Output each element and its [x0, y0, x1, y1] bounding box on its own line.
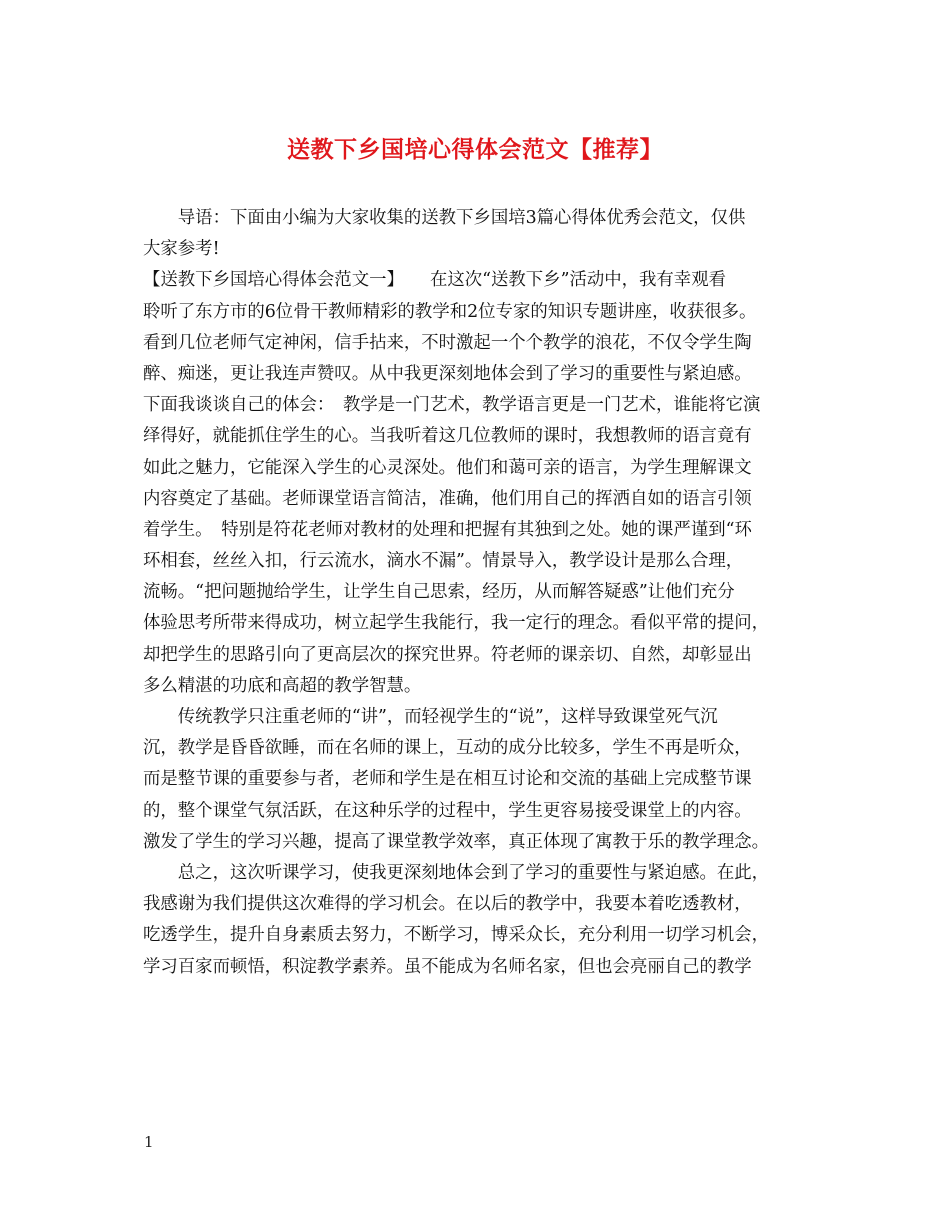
- body-line: 环相套，丝丝入扣，行云流水，滴水不漏”。情景导入，教学设计是那么合理，: [143, 551, 744, 572]
- body-line: 绎得好，就能抓住学生的心。当我听着这几位教师的课时，我想教师的语言竟有: [143, 426, 752, 447]
- body-line: 导语：下面由小编为大家收集的送教下乡国培3篇心得体优秀会范文，仅供: [143, 208, 746, 228]
- body-line: 传统教学只注重老师的“讲”，而轻视学生的“说”，这样导致课堂死气沉: [143, 707, 718, 727]
- body-line: 如此之魅力，它能深入学生的心灵深处。他们和蔼可亲的语言，为学生理解课文: [143, 457, 752, 478]
- body-line: 而是整节课的重要参与者，老师和学生是在相互讨论和交流的基础上完成整节课: [143, 769, 752, 790]
- body-line: 总之，这次听课学习，使我更深刻地体会到了学习的重要性与紧迫感。在此，: [143, 862, 770, 883]
- body-line: 我感谢为我们提供这次难得的学习机会。在以后的教学中，我要本着吃透教材，: [143, 894, 752, 915]
- document-body: [143, 203, 815, 983]
- body-line: 的，整个课堂气氛活跃，在这种乐学的过程中，学生更容易接受课堂上的内容。: [143, 800, 752, 821]
- body-line: 多么精湛的功底和高超的教学智慧。: [143, 675, 422, 696]
- body-line: 流畅。“把问题抛给学生，让学生自己思索，经历，从而解答疑惑”让他们充分: [143, 582, 735, 603]
- body-line: 沉，教学是昏昏欲睡，而在名师的课上，互动的成分比较多，学生不再是听众，: [143, 738, 752, 759]
- body-line: 激发了学生的学习兴趣，提高了课堂教学效率，真正体现了寓教于乐的教学理念。: [143, 831, 770, 852]
- body-line: 醉、痴迷，更让我连声赞叹。从中我更深刻地体会到了学习的重要性与紧迫感。: [143, 363, 752, 384]
- document-title: 送教下乡国培心得体会范文【推荐】: [287, 136, 663, 163]
- body-line: 内容奠定了基础。老师课堂语言简洁，准确，他们用自己的挥洒自如的语言引领: [143, 488, 752, 509]
- body-line: 体验思考所带来得成功，树立起学生我能行，我一定行的理念。看似平常的提问，: [143, 613, 770, 634]
- body-line: 大家参考!: [143, 239, 220, 260]
- body-line: 学习百家而顿悟，积淀教学素养。虽不能成为名师名家，但也会亮丽自己的教学: [143, 956, 752, 977]
- body-line: 却把学生的思路引向了更高层次的探究世界。符老师的课亲切、自然，却彰显出: [143, 644, 752, 665]
- body-line: 看到几位老师气定神闲，信手拈来，不时激起一个个教学的浪花，不仅令学生陶: [143, 332, 752, 353]
- body-line: 下面我谈谈自己的体会： 教学是一门艺术，教学语言更是一门艺术，谁能将它演: [143, 395, 761, 416]
- page-number: 1: [144, 1133, 154, 1151]
- body-line: 【送教下乡国培心得体会范文一】 在这次“送教下乡”活动中，我有幸观看: [143, 270, 726, 291]
- body-line: 聆听了东方市的6位骨干教师精彩的教学和2位专家的知识专题讲座，收获很多。: [143, 301, 757, 322]
- body-line: 着学生。 特别是符花老师对教材的处理和把握有其独到之处。她的课严谨到“环: [143, 519, 752, 540]
- body-line: 吃透学生，提升自身素质去努力，不断学习，博采众长，充分利用一切学习机会，: [143, 925, 770, 946]
